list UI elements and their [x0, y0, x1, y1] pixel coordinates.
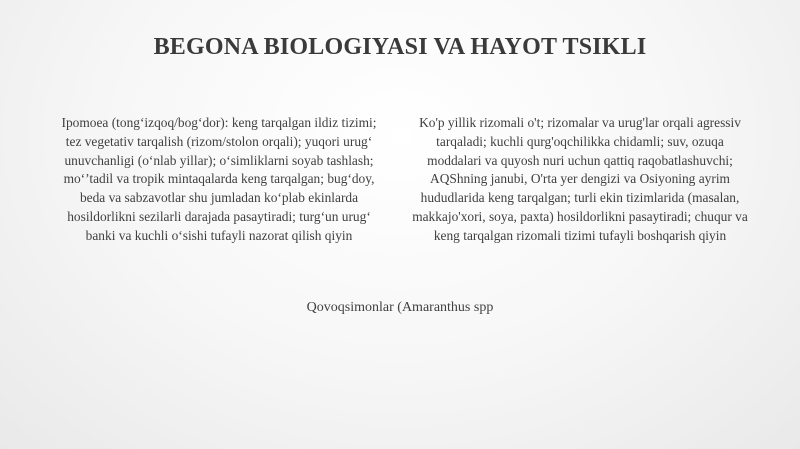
left-text-block: Ipomoea (tong‘izqoq/bog‘dor): keng tarqalgan ildiz tizimi; tez vegetativ tarqalish (rizom/stolon orqali); yuqori urug‘ unuvchanligi (o‘nlab yillar); o‘simliklarni soyab tashlash; mo‘’tadil va tropik mintaqalarda keng tarqalgan; bug‘doy, beda va sabzavotlar shu jumladan ko‘plab ekinlarda hosildorlikni sezilarli darajada pasaytiradi; turg‘un urug‘ banki va kuchli o‘sishi tufayli nazorat qilish qiyin: [61, 115, 377, 243]
bottom-heading: Qovoqsimonlar (Amaranthus spp: [306, 300, 494, 315]
slide-title: BEGONA BIOLOGIYASI VA HAYOT TSIKLI: [153, 34, 647, 60]
right-text-block: Ko'p yillik rizomali o't; rizomalar va urug'lar orqali agressiv tarqaladi; kuchli qurg'oqchilikka chidamli; suv, ozuqa moddalari va quyosh nuri uchun qattiq raqobatlashuvchi; AQShning janubi, O'rta yer dengizi va Osiyoning ayrim hududlarida keng tarqalgan; turli ekin tizimlarida (masalan, makkajo'xori, soya, paxta) hosildorlikni pasaytiradi; chuqur va keng tarqalgan rizomali tizimi tufayli boshqarish qiyin: [412, 115, 748, 243]
